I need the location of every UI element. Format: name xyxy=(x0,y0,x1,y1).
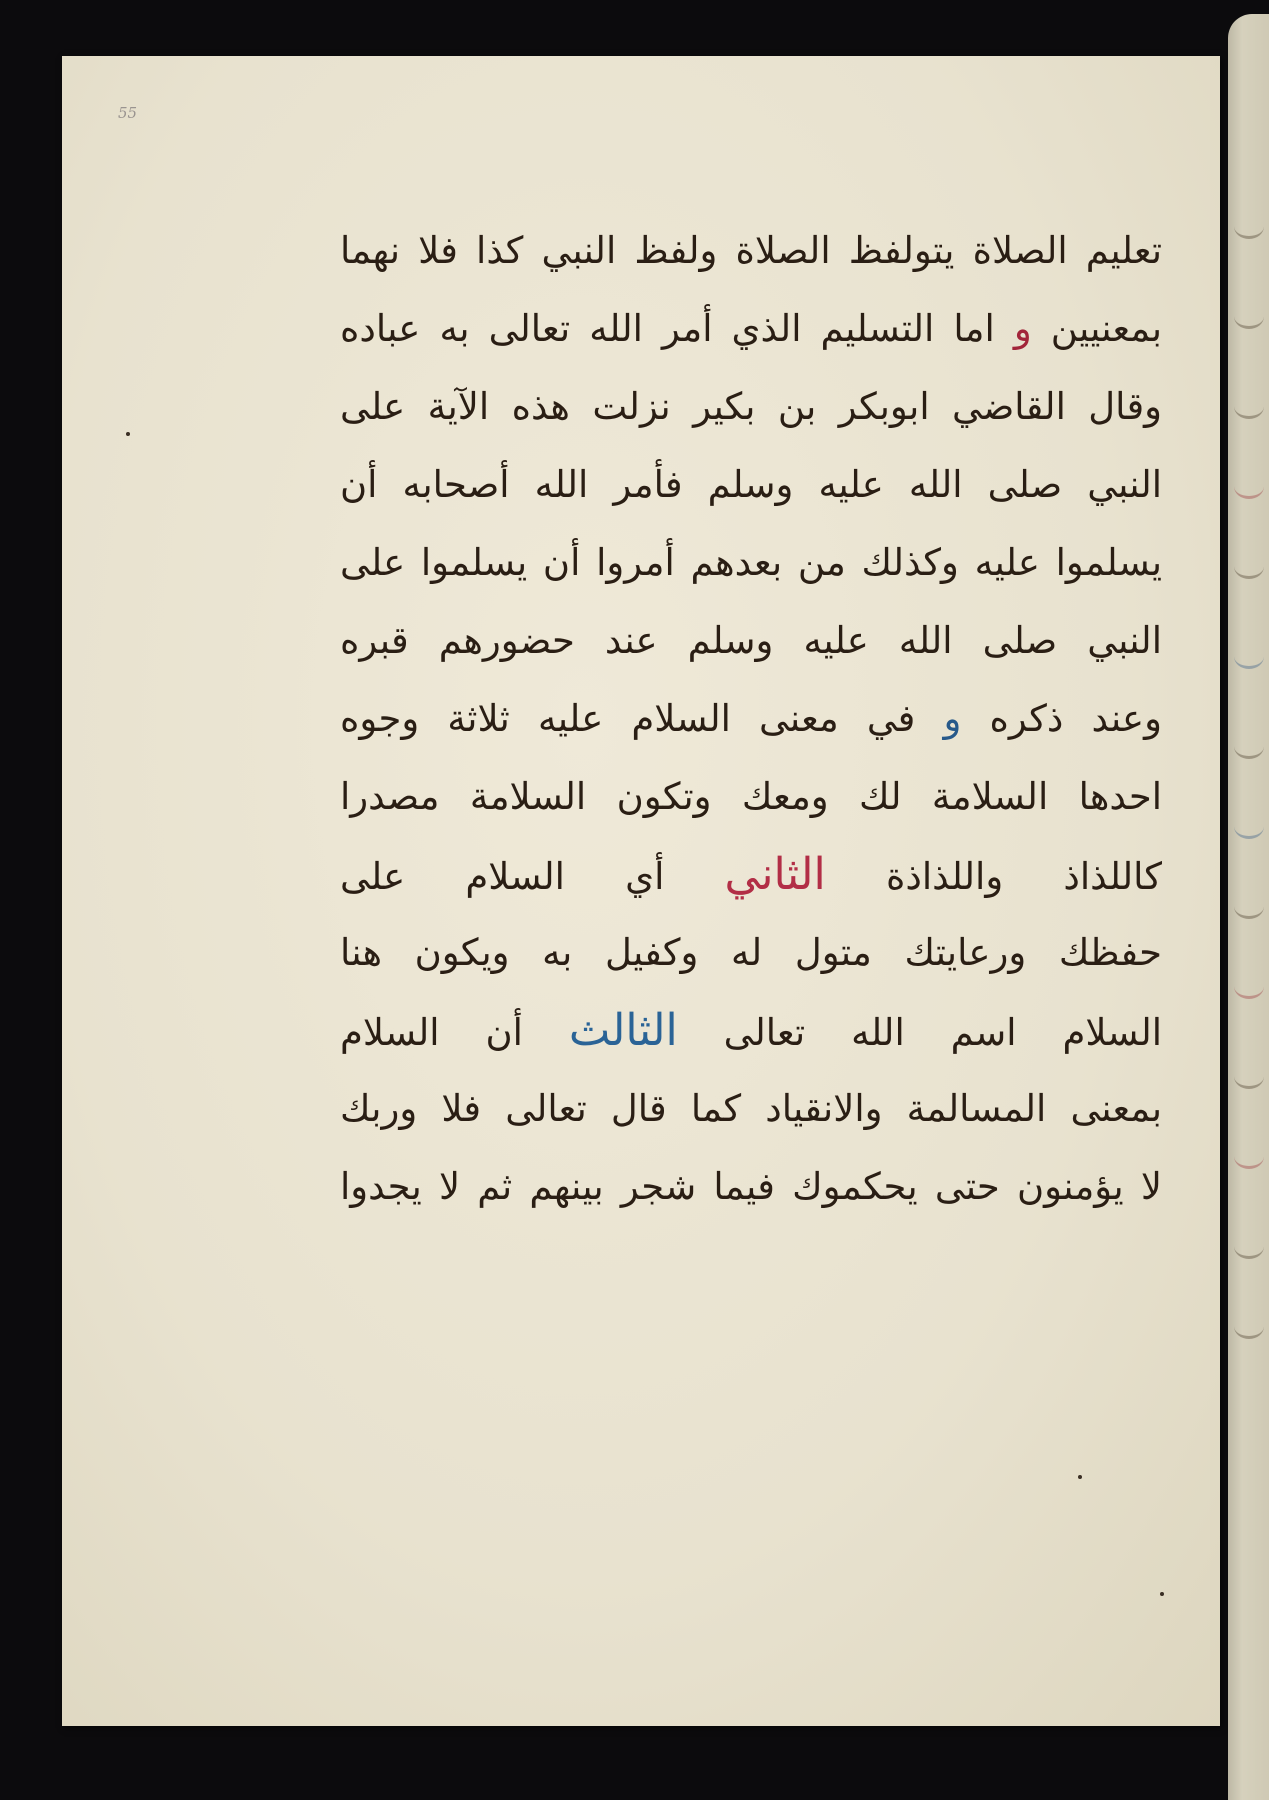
line-text: كاللذاذ واللذاذة xyxy=(825,855,1162,898)
manuscript-line xyxy=(340,836,1162,914)
bleed-through-stroke xyxy=(1234,814,1264,839)
line-text: النبي صلى الله عليه وسلم فأمر الله أصحابه أن xyxy=(340,463,1162,506)
manuscript-line xyxy=(340,992,1162,1070)
bleed-through-stroke xyxy=(1234,474,1264,499)
bleed-through-stroke xyxy=(1234,894,1264,919)
line-text: لا يؤمنون حتى يحكموك فيما شجر بينهم ثم لا يجدوا xyxy=(340,1165,1162,1208)
bleed-through-stroke xyxy=(1234,1144,1264,1169)
manuscript-text-block xyxy=(340,212,1162,1226)
line-text: اما التسليم الذي أمر الله تعالى به عباده xyxy=(340,307,1014,350)
bleed-through-stroke xyxy=(1234,734,1264,759)
line-text: يسلموا عليه وكذلك من بعدهم أمروا أن يسلموا على xyxy=(340,541,1162,584)
line-text: السلام اسم الله تعالى xyxy=(677,1011,1162,1054)
adjacent-page-edge xyxy=(1228,14,1269,1800)
line-text: بمعنيين xyxy=(1031,307,1162,350)
bleed-through-stroke xyxy=(1234,394,1264,419)
line-text: تعليم الصلاة يتولفظ الصلاة ولفظ النبي كذا فلا نهما xyxy=(340,229,1162,272)
rubricated-word: الثاني xyxy=(724,849,826,900)
manuscript-line xyxy=(340,602,1162,680)
bleed-through-stroke xyxy=(1234,1314,1264,1339)
line-text: وعند ذكره xyxy=(961,697,1162,740)
line-text: بمعنى المسالمة والانقياد كما قال تعالى فلا وربك xyxy=(340,1087,1162,1130)
folio-number: 55 xyxy=(118,104,138,122)
manuscript-line xyxy=(340,1148,1162,1226)
manuscript-line xyxy=(340,758,1162,836)
manuscript-line xyxy=(340,212,1162,290)
ink-speck xyxy=(126,432,130,436)
manuscript-line xyxy=(340,290,1162,368)
ink-speck xyxy=(1078,1475,1082,1479)
rubricated-word: و xyxy=(1013,307,1032,350)
bleed-through-stroke xyxy=(1234,1064,1264,1089)
line-text: في معنى السلام عليه ثلاثة وجوه xyxy=(340,697,944,740)
bleed-through-stroke xyxy=(1234,1234,1264,1259)
line-text: حفظك ورعايتك متول له وكفيل به ويكون هنا xyxy=(340,931,1162,974)
rubricated-word: الثالث xyxy=(568,1005,678,1056)
bleed-through-stroke xyxy=(1234,644,1264,669)
manuscript-line xyxy=(340,524,1162,602)
manuscript-line xyxy=(340,368,1162,446)
manuscript-line xyxy=(340,446,1162,524)
bleed-through-stroke xyxy=(1234,304,1264,329)
line-text: أي السلام على xyxy=(340,855,725,898)
bleed-through-stroke xyxy=(1234,974,1264,999)
line-text: أن السلام xyxy=(340,1011,569,1054)
ink-speck xyxy=(1160,1592,1164,1596)
line-text: النبي صلى الله عليه وسلم عند حضورهم قبره xyxy=(340,619,1162,662)
rubricated-word: و xyxy=(943,697,962,740)
bleed-through-stroke xyxy=(1234,214,1264,239)
manuscript-line xyxy=(340,680,1162,758)
bleed-through-stroke xyxy=(1234,554,1264,579)
line-text: وقال القاضي ابوبكر بن بكير نزلت هذه الآية على xyxy=(340,385,1162,428)
line-text: احدها السلامة لك ومعك وتكون السلامة مصدرا xyxy=(340,775,1162,818)
manuscript-line xyxy=(340,914,1162,992)
manuscript-line xyxy=(340,1070,1162,1148)
